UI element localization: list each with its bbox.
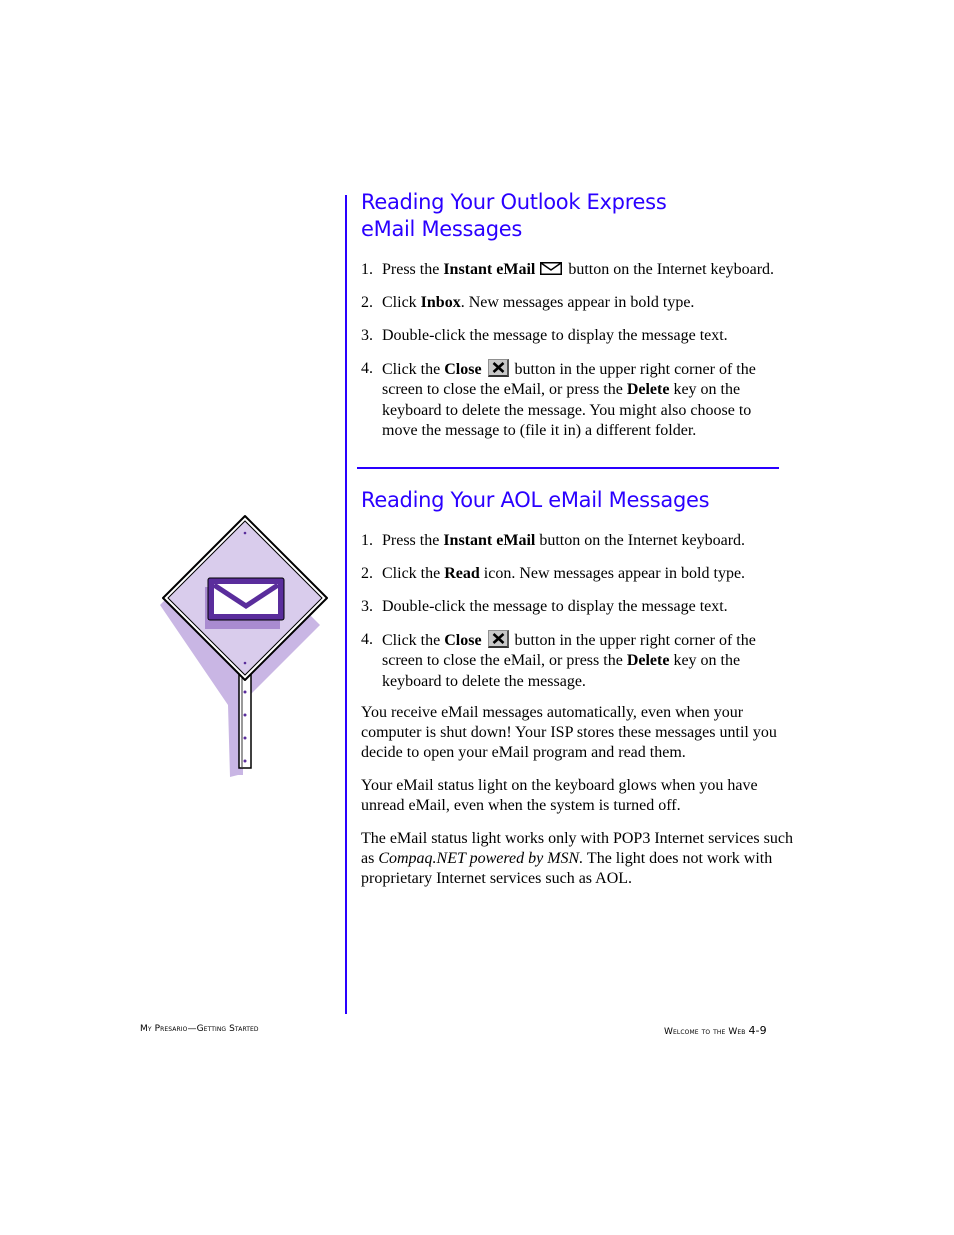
step-bold: Instant eMail [443,261,536,278]
list-item [361,597,806,618]
step-text: . New messages appear in bold type. [460,294,695,311]
list-item [361,531,806,552]
step-number: 2. [361,565,373,582]
step-text: Press the [382,261,444,278]
footer-book-title: My Presario—Getting Started [140,1024,259,1034]
step-text: button on the Internet keyboard. [535,532,746,549]
step-bold: Inbox [420,294,461,311]
list-item [361,359,787,442]
step-text: Press the [382,532,444,549]
step-number: 1. [361,261,373,278]
step-bold: Read [444,565,480,582]
paragraph-pop3 [361,829,806,889]
paragraph-auto-receive: You receive eMail messages automatically, even when your computer is shut down! Your ISP stores these messages until you decide to open your eMail program and read them. [361,704,777,761]
step-number: 1. [361,532,373,549]
step-bold: Close [444,631,482,649]
close-x-icon [488,630,509,648]
footer-chapter-title: Welcome to the Web [664,1027,746,1037]
close-x-icon [488,359,509,377]
step-text: Click the [382,360,445,378]
step-number: 3. [361,598,373,615]
section-divider [357,467,779,469]
step-text: Click the [382,565,445,582]
step-number: 3. [361,326,373,344]
step-bold: Instant eMail [443,532,536,549]
step-text: Click [382,294,421,311]
step-text: Double-click the message to display the message text. [382,598,728,615]
para-italic: Compaq.NET powered by MSN. [378,850,584,867]
step-bold: Close [444,360,482,378]
step-number: 4. [361,359,373,377]
list-item [361,630,787,693]
step-text: key on the keyboard to delete the message. You might also choose to move the message to (file it in) a different folder. [382,381,752,439]
page-number: 4-9 [748,1024,767,1037]
step-text: button in the upper right corner of the screen to close the eMail, or press the [382,360,756,398]
step-text: icon. New messages appear in bold type. [479,565,746,582]
vertical-divider [345,195,347,1014]
step-number: 4. [361,630,373,648]
heading-line-1: Reading Your Outlook Express [361,190,667,214]
step-number: 2. [361,294,373,311]
list-item [361,326,806,347]
email-road-sign-icon [150,505,340,785]
list-item [361,260,806,281]
paragraph-status-light: Your eMail status light on the keyboard glows when you have unread eMail, even when the system is turned off. [361,777,758,814]
step-text: Click the [382,631,445,649]
step-bold: Delete [626,652,670,669]
footer-chapter [664,1024,767,1037]
para-text: The light does not work with proprietary Internet services such as AOL. [361,850,773,887]
list-item [361,293,806,314]
list-item [361,564,806,585]
step-text: button in the upper right corner of the screen to close the eMail, or press the [382,631,756,669]
aol-steps-list [361,531,806,692]
step-text: key on the keyboard to delete the message. [382,652,741,690]
heading-aol: Reading Your AOL eMail Messages [361,488,710,512]
para-text: The eMail status light works only with POP3 Internet services such as [361,830,793,867]
heading-outlook-express [361,189,666,243]
heading-line-2: eMail Messages [361,217,523,241]
outlook-steps-list [361,260,806,442]
step-text: button on the Internet keyboard. [564,261,775,278]
step-text: Double-click the message to display the message text. [382,326,728,344]
step-bold: Delete [626,381,670,398]
envelope-icon [540,262,562,275]
